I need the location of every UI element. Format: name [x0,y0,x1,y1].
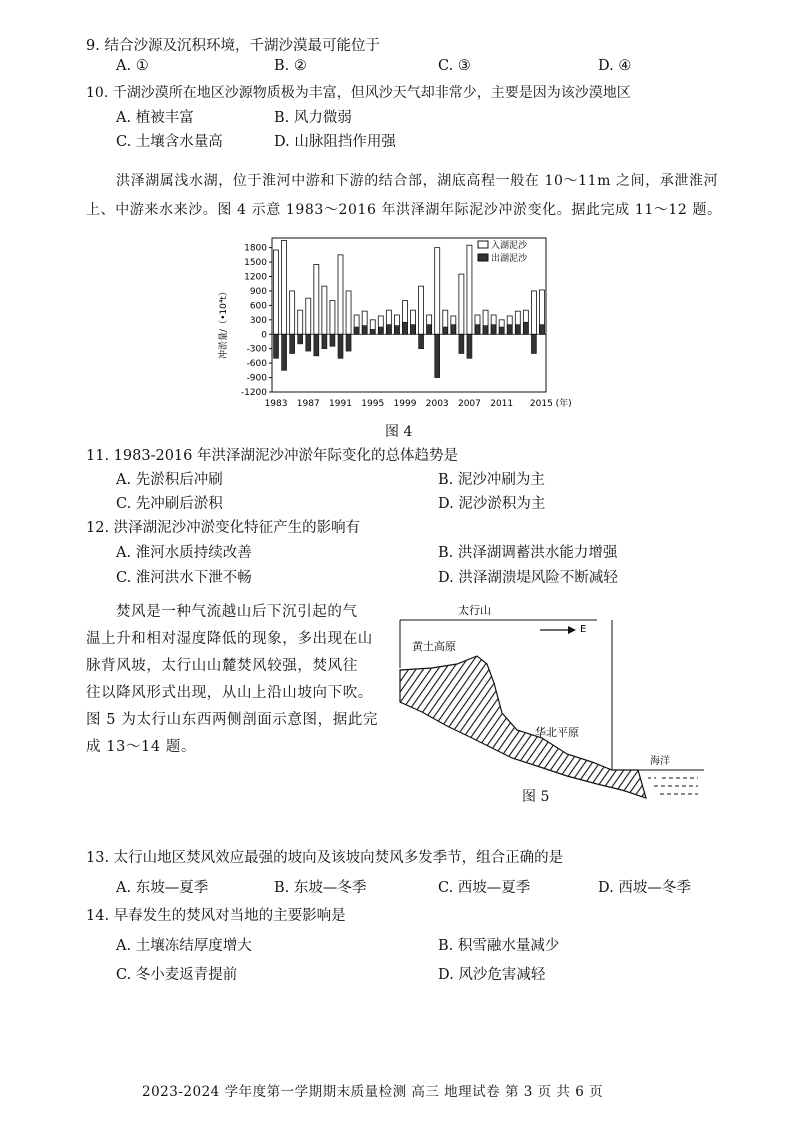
y-tick-label: 1800 [244,243,267,254]
q9-option-d: D. ④ [598,58,632,74]
inflow-bar [346,291,351,334]
outflow-bar [274,334,279,358]
inflow-bar [306,298,311,334]
outflow-bar [467,334,472,358]
taihang-label: 太行山 [458,604,491,617]
q9-stem: 9. 结合沙源及沉积环境，千湖沙漠最可能位于 [86,38,380,54]
y-tick-label: 300 [249,315,267,326]
x-tick-label: 2011 [490,399,514,409]
outflow-bar [346,334,351,351]
outflow-bar [435,334,440,377]
x-tick-label: 1995 [361,399,385,409]
legend-inflow-swatch [478,241,488,248]
x-tick-label: 1999 [393,399,417,409]
q12-option-c: C. 淮河洪水下泄不畅 [116,570,252,586]
q13-option-b: B. 东坡—冬季 [274,880,367,896]
outflow-bar [402,322,407,334]
q12-option-d: D. 洪泽湖溃堤风险不断减轻 [438,570,618,586]
q12-option-b: B. 洪泽湖调蓄洪水能力增强 [438,545,618,561]
q9-option-b: B. ② [274,58,307,74]
outflow-bar [427,325,432,335]
outflow-bar [443,327,448,334]
q11-option-c: C. 先冲刷后淤积 [116,496,223,512]
outflow-bar [531,334,536,353]
y-tick-label: 900 [249,286,267,297]
outflow-bar [523,322,528,334]
y-tick-label: -300 [246,344,267,355]
outflow-bar [370,329,375,334]
passage2-line-6: 成 13～14 题。 [86,739,197,755]
inflow-bar [338,255,343,334]
outflow-bar [515,325,520,335]
outflow-bar [539,325,544,335]
outflow-bar [330,334,335,346]
outflow-bar [451,325,456,335]
passage2-line-1: 焚风是一种气流越山后下沉引起的气 [116,604,358,620]
outflow-bar [394,326,399,335]
q11-option-b: B. 泥沙冲刷为主 [438,472,545,488]
outflow-bar [290,334,295,353]
inflow-bar [459,274,464,334]
outflow-bar [459,334,464,353]
inflow-bar [330,301,335,335]
outflow-bar [362,326,367,335]
y-tick-label: 600 [249,301,267,312]
y-tick-label: -600 [246,359,267,370]
terrain-profile [400,656,646,798]
passage2-line-2: 温上升和相对湿度降低的现象，多出现在山 [86,631,373,647]
figure-4-caption: 图 4 [385,424,413,440]
y-axis-label: 冲淤量/（•10⁴t） [219,287,229,359]
passage2-line-4: 往以降风形式出现，从山上沿山坡向下吹。 [86,685,373,701]
inflow-bar [531,291,536,334]
outflow-bar [306,334,311,351]
q10-stem: 10. 千湖沙漠所在地区沙源物质极为丰富，但风沙天气却非常少，主要是因为该沙漠地区 [86,85,631,101]
outflow-bar [507,325,512,335]
q10-option-d: D. 山脉阻挡作用强 [274,134,396,150]
ocean-water [638,770,704,794]
ocean-label: 海洋 [650,756,670,767]
outflow-bar [411,325,416,335]
x-tick-label: 2015 (年) [529,399,572,409]
outflow-bar [475,325,480,335]
q13-option-c: C. 西坡—夏季 [438,880,531,896]
outflow-bar [322,334,327,348]
inflow-bar [314,264,319,334]
q11-option-a: A. 先淤积后冲刷 [116,472,223,488]
inflow-bar [282,240,287,334]
q14-option-a: A. 土壤冻结厚度增大 [116,938,252,954]
outflow-bar [499,327,504,334]
outflow-bar [419,334,424,348]
q14-option-d: D. 风沙危害减轻 [438,967,546,983]
inflow-bar [467,245,472,334]
q9-option-a: A. ① [116,58,149,74]
x-tick-label: 2003 [425,399,449,409]
y-tick-label: 0 [261,330,267,341]
q13-option-a: A. 东坡—夏季 [116,880,209,896]
q10-option-b: B. 风力微弱 [274,110,352,126]
q10-option-a: A. 植被丰富 [116,110,194,126]
x-tick-label: 2007 [457,399,481,409]
outflow-bar [386,325,391,335]
q10-option-c: C. 土壤含水量高 [116,134,223,150]
inflow-bar [435,248,440,335]
inflow-bar [419,286,424,334]
east-label: E [580,624,587,635]
y-tick-label: -900 [246,373,267,384]
legend-inflow-label: 入湖泥沙 [491,241,528,251]
outflow-bar [298,334,303,344]
loess-plateau-label: 黄土高原 [412,640,456,653]
passage-line-2: 上、中游来水来沙。图 4 示意 1983～2016 年洪泽湖年际泥沙冲淤变化。据此完成 11～12 题。 [86,202,722,218]
q14-stem: 14. 早春发生的焚风对当地的主要影响是 [86,908,346,924]
legend-outflow-swatch [478,254,488,261]
inflow-bar [322,286,327,334]
q14-option-c: C. 冬小麦返青提前 [116,967,238,983]
x-tick-label: 1983 [264,399,288,409]
y-tick-label: 1200 [244,272,267,283]
x-tick-label: 1991 [329,399,352,409]
y-tick-label: 1500 [244,258,267,269]
outflow-bar [491,325,496,335]
figure-4-chart [212,228,576,420]
x-tick-label: 1987 [296,399,320,409]
east-arrowhead-icon [568,626,576,634]
q11-option-d: D. 泥沙淤积为主 [438,496,546,512]
q13-option-d: D. 西坡—冬季 [598,880,691,896]
inflow-bar [274,250,279,334]
q13-stem: 13. 太行山地区焚风效应最强的坡向及该坡向焚风多发季节，组合正确的是 [86,850,564,866]
passage2-line-3: 脉背风坡，太行山山麓焚风较强，焚风往 [86,658,358,674]
page-footer: 2023-2024 学年度第一学期期末质量检测 高三 地理试卷 第 3 页 共 6 页 [142,1084,604,1100]
q11-stem: 11. 1983-2016 年洪泽湖泥沙冲淤年际变化的总体趋势是 [86,448,458,464]
q9-option-c: C. ③ [438,58,471,74]
outflow-bar [338,334,343,358]
outflow-bar [354,327,359,334]
y-tick-label: -1200 [240,388,267,398]
figure-5-profile [392,598,704,812]
north-china-plain-label: 华北平原 [535,726,579,739]
passage2-line-5: 图 5 为太行山东西两侧剖面示意图，据此完 [86,712,379,728]
passage-line-1: 洪泽湖属浅水湖，位于淮河中游和下游的结合部，湖底高程一般在 10～11m 之间，承泄淮河 [116,173,719,189]
outflow-bar [282,334,287,370]
inflow-bar [298,310,303,334]
figure-5-caption: 图 5 [522,789,550,805]
q12-option-a: A. 淮河水质持续改善 [116,545,252,561]
outflow-bar [378,327,383,334]
outflow-bar [314,334,319,356]
q12-stem: 12. 洪泽湖泥沙冲淤变化特征产生的影响有 [86,520,361,536]
legend-outflow-label: 出湖泥沙 [491,254,528,264]
q14-option-b: B. 积雪融水量减少 [438,938,560,954]
outflow-bar [483,326,488,335]
inflow-bar [290,291,295,334]
